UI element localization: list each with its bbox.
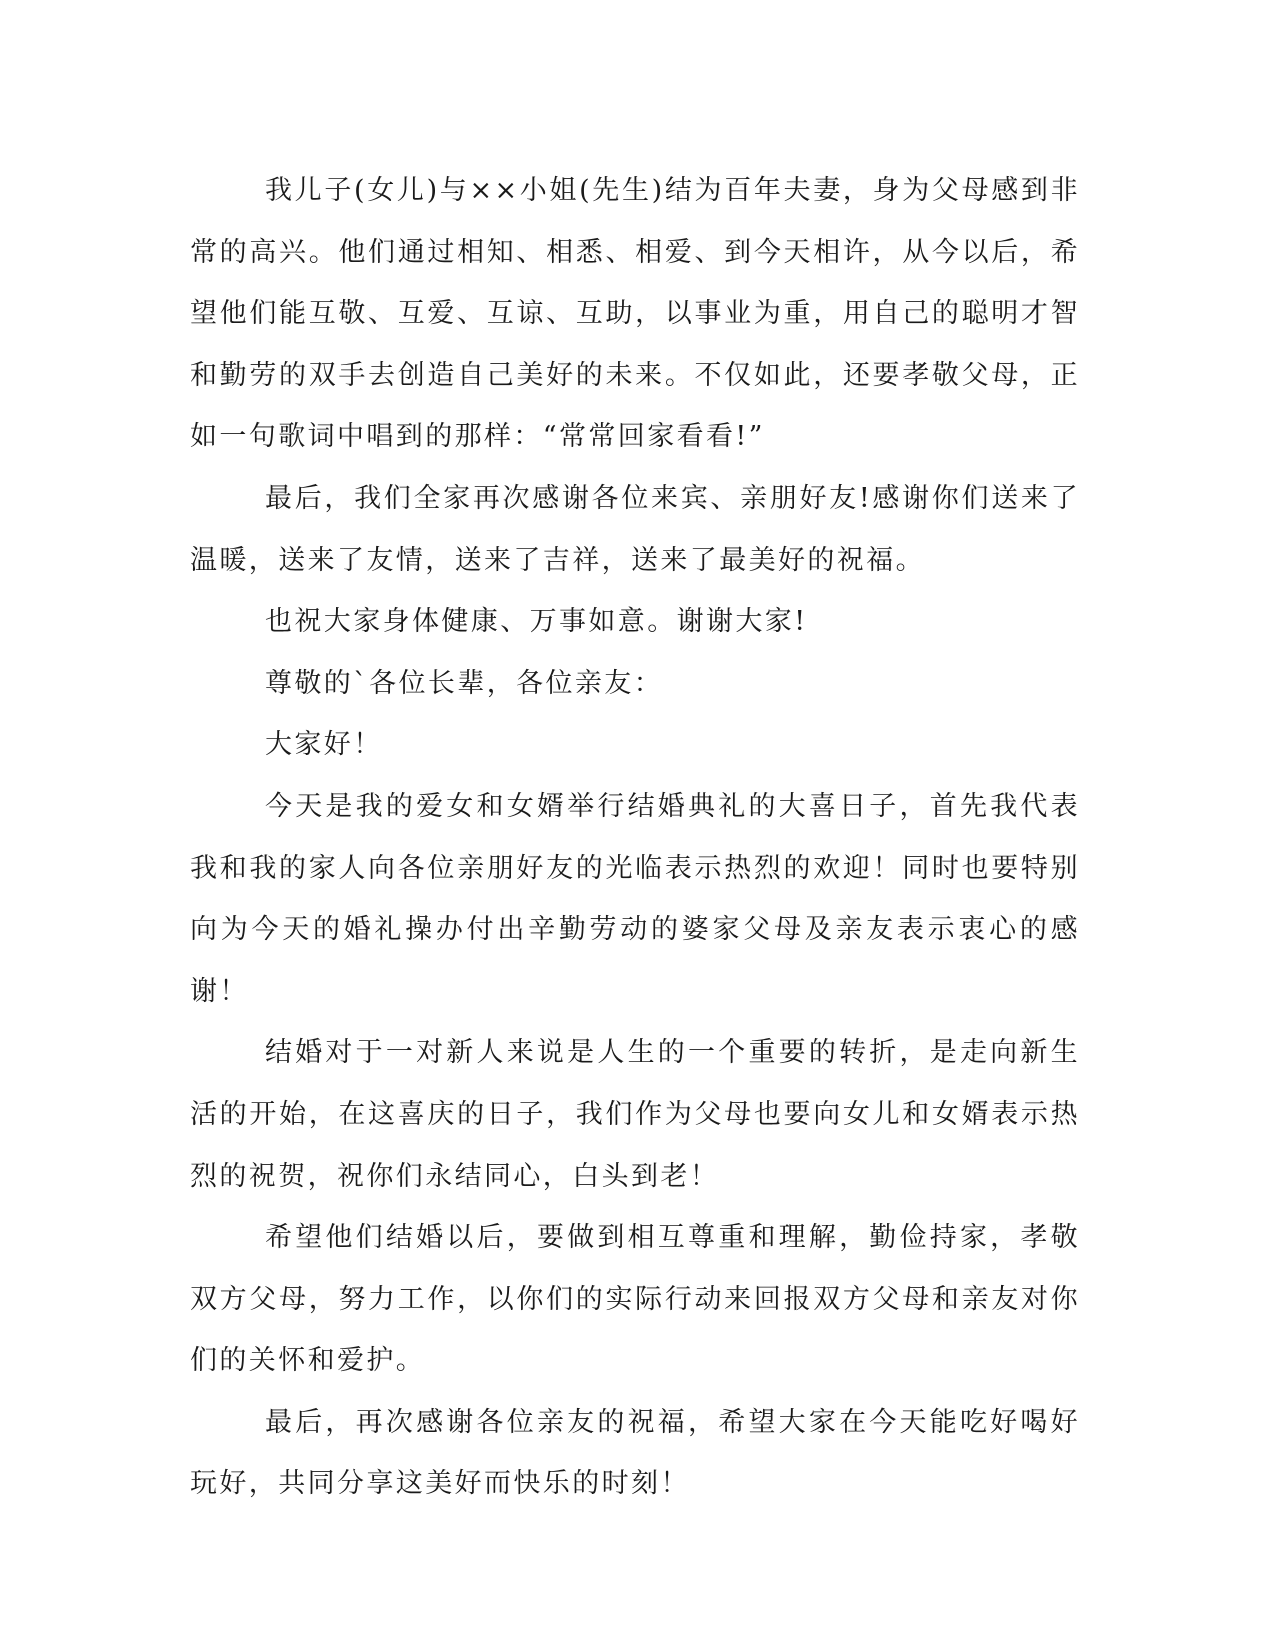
paragraph-9: 最后，再次感谢各位亲友的祝福，希望大家在今天能吃好喝好玩好，共同分享这美好而快乐的时刻！ [190,1406,1080,1500]
paragraph-3: 也祝大家身体健康、万事如意。谢谢大家! [265,606,808,638]
document-body [190,160,1080,1515]
paragraph-8: 希望他们结婚以后，要做到相互尊重和理解，勤俭持家，孝敬双方父母，努力工作，以你们的实际行动来回报双方父母和亲友对你们的关怀和爱护。 [190,1222,1080,1377]
paragraph-7: 结婚对于一对新人来说是人生的一个重要的转折，是走向新生活的开始，在这喜庆的日子，我们作为父母也要向女儿和女婿表示热烈的祝贺，祝你们永结同心，白头到老！ [190,1037,1080,1192]
paragraph-1: 我儿子(女儿)与××小姐(先生)结为百年夫妻，身为父母感到非常的高兴。他们通过相知、相悉、相爱、到今天相许，从今以后，希望他们能互敬、互爱、互谅、互助，以事业为重，用自己的聪明才智和勤劳的双手去创造自己美好的未来。不仅如此，还要孝敬父母，正如一句歌词中唱到的那样：“常常回家看看!” [190,175,1080,453]
paragraph-4: 尊敬的`各位长辈，各位亲友： [265,667,664,699]
paragraph-2: 最后，我们全家再次感谢各位来宾、亲朋好友!感谢你们送来了温暖，送来了友情，送来了吉祥，送来了最美好的祝福。 [190,482,1080,576]
paragraph-5: 大家好！ [265,729,383,761]
paragraph-6: 今天是我的爱女和女婿举行结婚典礼的大喜日子，首先我代表我和我的家人向各位亲朋好友的光临表示热烈的欢迎！同时也要特别向为今天的婚礼操办付出辛勤劳动的婆家父母及亲友表示衷心的感谢！ [190,790,1080,1007]
